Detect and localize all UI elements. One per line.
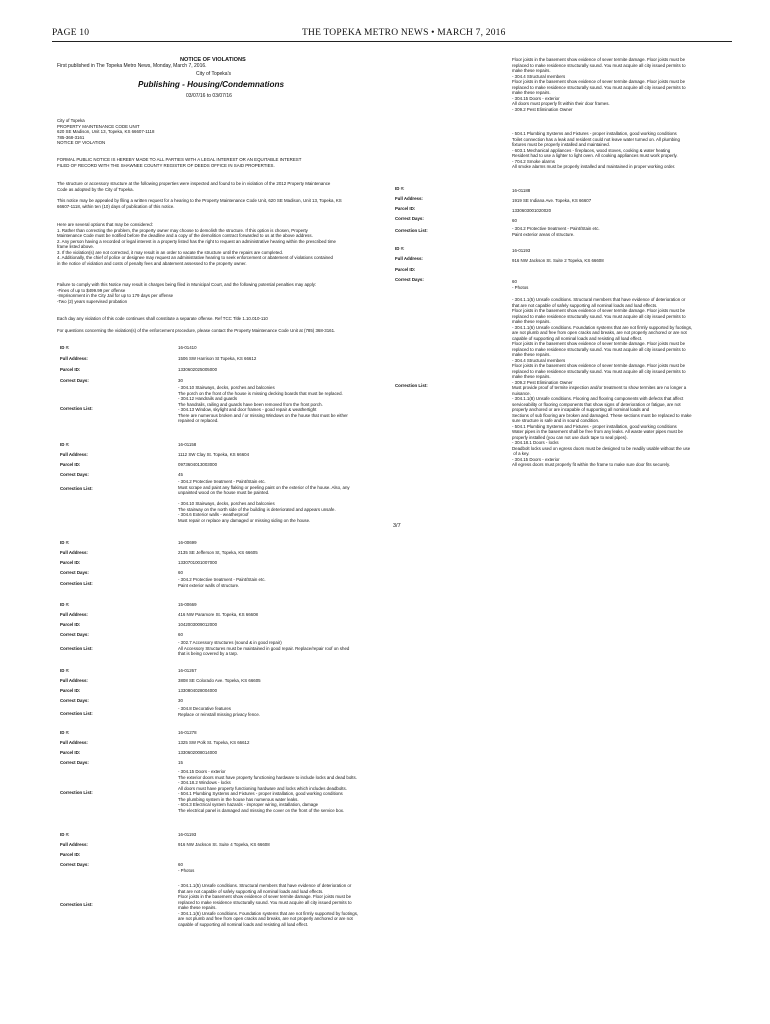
- record-parcel: 1330602008014000: [178, 750, 218, 755]
- record-corrections-label: Correction List:: [60, 711, 93, 716]
- record-corrections: - 304.1.1(5) Unsafe conditions. Structural members that have evidence of deterioration or that are not capable of safely supporting all nominal loads and load effects. Floor joists in the basement show evidence of sever termite damage. Floor joists must be replaced to make residence structurally sound. You must acquire all city issued permits to make these repairs. - 304.1.1(6) Unsafe conditions. Foundation systems that are not firmly supported by footings, are not plumb and free from open cracks and breaks, are not properly anchored or are not capable of supporting all nominal loads and resisting all load effect. Floor joists in the basement show evidence of sever termite damage. Floor joists must be replaced to make residence structurally sound. You must acquire all city issued permits to make these repairs. - 304.4 Structural members Floor joists in the basement show evidence of sever termite damage. Floor joists must be replaced to make residence structurally sound. You must acquire all city issued permits to make these repairs. - 309.2 Pest Elimination Owner Must provide proof of termite inspection and/or treatment to show termites are no longer a nuisance. - 304.1.1(8) Unsafe conditions. Flooring and flooring components with defects that affect serviceability or flooring components that show signs of deterioration or fatigue, are not properly anchored or are incapable of supporting all nominal loads and Sections of sub flooring are broken and damaged. These sections must be replaced to make sure structure is safe and in sound condition. - 504.1 Plumbing Systems and Fixtures - proper installation, good working conditions Water pipes in the basement shall be free from any leaks. All waste water pipes must be properly installed (you can not use duck tape to seal pipes). - 304.18.1 Doors - locks Deadbolt locks used on egress doors must be designed to be readily usable without the use of a key. - 304.15 Doors - exterior All egress doors must properly fit within the frame to make sure door fits securely.: [512, 297, 693, 467]
- record-corrections-label: Correction List:: [395, 383, 428, 388]
- record-parcel-label: Parcel ID:: [60, 750, 81, 755]
- record-days-label: Correct Days:: [60, 378, 89, 383]
- record-days: 30: [178, 378, 183, 383]
- notice-heading: NOTICE OF VIOLATIONS: [180, 57, 246, 63]
- record-address: 3808 SE Colorado Ave. Topeka, KS 66605: [178, 678, 261, 683]
- record-parcel: 1330603001020020: [512, 208, 552, 213]
- record-corrections-label: Correction List:: [60, 486, 93, 491]
- record-id: 16-01410: [178, 345, 197, 350]
- record-days-label: Correct Days:: [60, 570, 89, 575]
- record-id: 15-00669: [178, 602, 197, 607]
- record-id: 16-01158: [178, 442, 197, 447]
- record-address-label: Full Address:: [395, 196, 423, 201]
- record-days: 60 - Photos: [178, 862, 195, 873]
- column-end-mark: 3/7: [393, 523, 401, 529]
- record-corrections: - 304.2 Protective treatment - Paint/Stain etc. Must scrape and paint any flaking or peeling paint on the exterior of the house. Also, any unpainted wood on the house must be painted. - 304.10 Stairways, decks, porches and balconies The stairway on the north side of the building is deteriorated and appears unsafe. - 304.6 Exterior walls - weatherproof Must repair or replace any damaged or missing siding on the house.: [178, 479, 350, 523]
- record-address-label: Full Address:: [395, 256, 423, 261]
- masthead-rule: [52, 41, 732, 42]
- record-days: 60: [512, 218, 517, 223]
- record-corrections: - 304.1.1(5) Unsafe conditions. Structural members that have evidence of deterioration or that are not capable of safely supporting all nominal loads and load effects. Floor joists in the basement show evidence of sever termite damage. Floor joists must be replaced to make residence structurally sound. You must acquire all city issued permits to make these repairs. - 304.1.1(6) Unsafe conditions. Foundation systems that are not firmly supported by footings, are not plumb and free from open cracks and breaks, are not properly anchored or are not capable of supporting all nominal loads and resisting all load effect.: [178, 883, 359, 927]
- formal-notice: FORMAL PUBLIC NOTICE IS HEREBY MADE TO ALL PARTIES WITH A LEGAL INTEREST OR AN EQUITABLE INTEREST FILED OF RECORD WITH THE SHAWNEE COUNTY REGISTER OF DEEDS OFFICE IN SAID PROPERTIES.: [57, 157, 302, 168]
- intro-text: The structure or accessory structure at the following properties were inspected and found to be in violation of the 2012 Property Maintenance Code as adopted by the City of Topeka.: [57, 181, 331, 192]
- record-id-label: ID #:: [60, 345, 70, 350]
- record-parcel-label: Parcel ID:: [60, 560, 81, 565]
- record-days-label: Correct Days:: [60, 472, 89, 477]
- record-corrections-label: Correction List:: [60, 646, 93, 651]
- section-title: Publishing - Housing/Condemnations: [138, 80, 285, 89]
- record-corrections: - 304.15 Doors - exterior The exterior doors must have property functioning hardware to include locks and dead bolts. - 304.18.2 Windows - locks All doors must have property functioning hardware and locks which includes deadbolts. - 504.1 Plumbing Systems and Fixtures - proper installation, good working conditions The plumbing system in the house has numerous water leaks. - 604.3 Electrical system hazards - improper wiring, installation, damage The electrical panel is damaged and missing the cover on the front of the service box.: [178, 769, 357, 813]
- record-days: 15: [178, 760, 183, 765]
- record-corrections: - 304.10 Stairways, decks, porches and balconies The porch on the front of the house is missing decking boards that must be replaced. - 304.12 Handrails and guards The handrails, railing and guards have been removed from the front porch. - 304.13 Window, skylight and door frames - good repair & weathertight There are numerous broken and / or missing Windows on the house that must be either repaired or replaced.: [178, 385, 348, 423]
- record-days: 45: [178, 472, 183, 477]
- record-days-label: Correct Days:: [60, 632, 89, 637]
- record-parcel: 1330804028004000: [178, 688, 218, 693]
- record-parcel-label: Parcel ID:: [60, 622, 81, 627]
- record-address: 1506 SW Harrison St Topeka, KS 66612: [178, 356, 257, 361]
- record-address-label: Full Address:: [60, 550, 88, 555]
- record-address-label: Full Address:: [60, 356, 88, 361]
- options-text: Here are several options that may be considered: 1. Rather than correcting the problem, the property owner may choose to demolish the structure. If this option is chosen, Property Maintenance Code must be notified before the deadline and a copy of the demolition contract forwarded to us at the above address. 2. Any person having a recorded or legal interest in a property listed has the right to request an administrative hearing within the prescribed time frame listed above. 3. If the violation(s) are not corrected, it may result in an order to vacate the structure until the repairs are completed. 4. Additionally, the chief of police or designee may request an administrative hearing to seek enforcement or abatement of violations contained in the notice of violation and costs of penalty fees and abatement assessed to the property owner.: [57, 222, 336, 266]
- record-parcel: 0973604013003000: [178, 462, 218, 467]
- continuation-text: Floor joists in the basement show evidence of sever termite damage. Floor joists must be replaced to make residence structurally sound. You must acquire all city issued permits to make these repairs. - 304.4 Structural members Floor joists in the basement show evidence of sever termite damage. Floor joists must be replaced to make residence structurally sound. You must acquire all city issued permits to make these repairs. - 304.15 Doors - exterior All doors must properly fit within their door frames. - 309.2 Pest Elimination Owner: [512, 57, 686, 112]
- address-block: City of Topeka PROPERTY MAINTENANCE CODE UNIT 620 SE Madison, Unit 13, Topeka, KS 66607-1118 785-368-3161 NOTICE OF VIOLATION: [57, 118, 155, 145]
- record-id-label: ID #:: [60, 602, 70, 607]
- record-parcel: 1330701001007000: [178, 560, 218, 565]
- record-address-label: Full Address:: [60, 612, 88, 617]
- record-id: 16-01193: [512, 248, 531, 253]
- record-id-label: ID #:: [60, 832, 70, 837]
- record-corrections-label: Correction List:: [60, 581, 93, 586]
- record-id: 16-01188: [512, 188, 531, 193]
- each-day-text: Each day any violation of this code continues shall constitute a separate offense. Ref TCC Title 1.10.010-110: [57, 316, 268, 321]
- record-address: 2135 SE Jefferson St, Topeka, KS 66605: [178, 550, 258, 555]
- record-corrections: - 304.2 Protective treatment - Paint/Stain etc. Paint exterior walls of structure.: [178, 577, 266, 588]
- continuation-text-2: - 504.1 Plumbing Systems and Fixtures - proper installation, good working conditions Toilet connection has a leak and resident could not leave water turned on. All plumbing fixtures must be properly installed and maintained. - 603.1 Mechanical appliances - fireplaces, wood stoves, cooking & water heating Resident had to use a lighter to light oven. All cooking appliances must work properly. - 704.2 Smoke alarms All smoke alarms must be properly installed and maintained in proper working order.: [512, 131, 680, 169]
- record-id: 16-00699: [178, 540, 197, 545]
- record-address: 916 NW Jackson St. Suite 4 Topeka, KS 66608: [178, 842, 270, 847]
- masthead-title: THE TOPEKA METRO NEWS • MARCH 7, 2016: [302, 28, 506, 38]
- record-address: 1325 SW Polk St. Topeka, KS 66612: [178, 740, 250, 745]
- record-address: 1112 SW Clay St. Topeka, KS 66604: [178, 452, 250, 457]
- record-parcel: 1042003009012000: [178, 622, 218, 627]
- record-corrections-label: Correction List:: [60, 406, 93, 411]
- record-corrections: - 304.8 Decorative features Replace or reinstall missing privacy fence.: [178, 706, 260, 717]
- first-published: First published in The Topeka Metro News, Monday, March 7, 2016.: [57, 63, 207, 69]
- record-parcel: 1330602025005000: [178, 367, 218, 372]
- record-days: 60 - Photos: [512, 279, 529, 290]
- record-address: 416 NW Paramore St. Topeka, KS 66608: [178, 612, 258, 617]
- masthead: [52, 28, 732, 42]
- record-address: 916 NW Jackson St. Suite 2 Topeka, KS 66608: [512, 258, 604, 263]
- record-address-label: Full Address:: [60, 842, 88, 847]
- record-corrections-label: Correction List:: [395, 228, 428, 233]
- record-days: 30: [178, 698, 183, 703]
- record-address-label: Full Address:: [60, 740, 88, 745]
- appeal-text: This notice may be appealed by filing a written request for a hearing to the Property Maintenance Code Unit, 620 SE Madison, Unit 13, Topeka, KS 66607-1118, within ten (10) days of publication of this notice.: [57, 198, 342, 209]
- record-corrections-label: Correction List:: [60, 902, 93, 907]
- record-parcel-label: Parcel ID:: [60, 852, 81, 857]
- record-parcel-label: Parcel ID:: [60, 367, 81, 372]
- record-parcel-label: Parcel ID:: [60, 462, 81, 467]
- record-corrections-label: Correction List:: [60, 790, 93, 795]
- record-days: 60: [178, 632, 183, 637]
- record-days-label: Correct Days:: [60, 862, 89, 867]
- record-id-label: ID #:: [60, 540, 70, 545]
- record-address-label: Full Address:: [60, 678, 88, 683]
- record-id-label: ID #:: [60, 730, 70, 735]
- record-id-label: ID #:: [60, 442, 70, 447]
- city-line: City of Topeka's: [196, 71, 232, 77]
- record-corrections: - 302.7 Accessory structures (sound & in good repair) All Accessory Structures must be maintained in good repair. Replace/repair roof on shed that is being covered by a tarp.: [178, 640, 350, 656]
- record-parcel-label: Parcel ID:: [395, 206, 416, 211]
- date-range: 03/07/16 to 03/07/16: [186, 93, 232, 99]
- record-corrections: - 304.2 Protective treatment - Paint/Stain etc. Paint exterior areas of structure.: [512, 226, 600, 237]
- record-days-label: Correct Days:: [60, 698, 89, 703]
- record-id-label: ID #:: [395, 186, 405, 191]
- record-address: 1919 SE Indiana Ave. Topeka, KS 66607: [512, 198, 592, 203]
- record-days-label: Correct Days:: [395, 277, 424, 282]
- record-days: 60: [178, 570, 183, 575]
- record-parcel-label: Parcel ID:: [395, 267, 416, 272]
- record-id: 16-01278: [178, 730, 197, 735]
- record-days-label: Correct Days:: [60, 760, 89, 765]
- record-id: 16-01267: [178, 668, 197, 673]
- record-id: 16-01193: [178, 832, 197, 837]
- record-parcel-label: Parcel ID:: [60, 688, 81, 693]
- record-days-label: Correct Days:: [395, 216, 424, 221]
- page-number: PAGE 10: [52, 28, 90, 38]
- penalties-text: Failure to comply with this Notice may result in charges being filed in Municipal Court, and the following potential penalties may apply: -Fines of up to $499.99 per offense -Imprisonment in the City Jail for up to 179 days per offense -Two (2) years supervised probation: [57, 282, 317, 304]
- record-id-label: ID #:: [60, 668, 70, 673]
- questions-text: For questions concerning the violation(s) of the enforcement procedure, please contact the Property Maintenance Code Unit at (785) 368-3161.: [57, 328, 336, 333]
- record-address-label: Full Address:: [60, 452, 88, 457]
- record-id-label: ID #:: [395, 246, 405, 251]
